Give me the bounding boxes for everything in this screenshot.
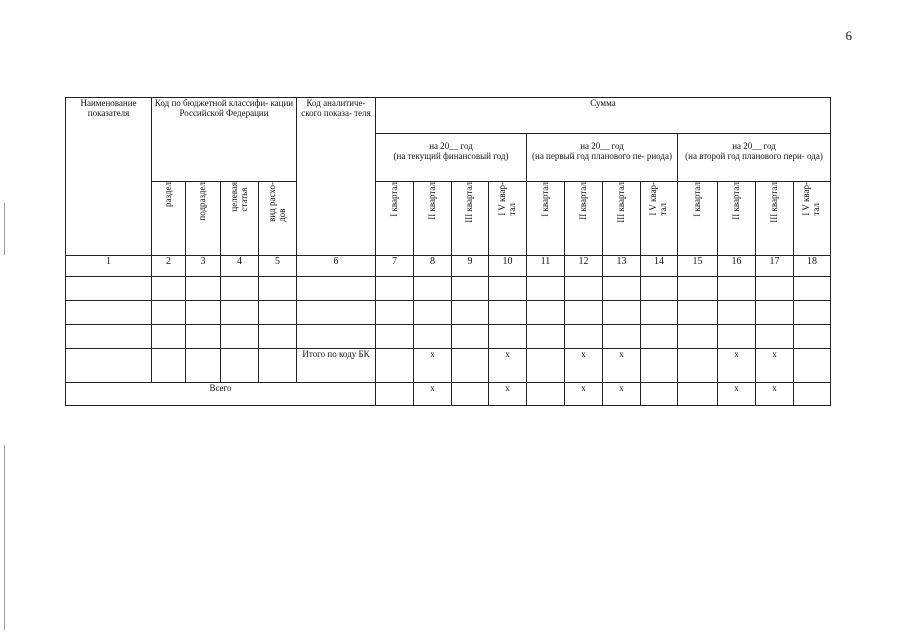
column-number: 6 <box>297 256 376 277</box>
quarter-header: II квартал <box>565 182 603 256</box>
page-number: 6 <box>845 28 852 43</box>
sum-cell: x <box>565 383 603 406</box>
column-number: 16 <box>718 256 756 277</box>
column-number: 3 <box>186 256 221 277</box>
sum-cell: x <box>718 349 756 383</box>
column-number: 15 <box>678 256 718 277</box>
sum-cell: x <box>414 349 452 383</box>
budget-form-table <box>65 97 831 406</box>
header-indicator-name: Наименование показателя <box>66 98 152 256</box>
column-number: 14 <box>641 256 678 277</box>
sum-cell <box>641 349 678 383</box>
header-budget-code: Код по бюджетной классифи- кации Российской Федерации <box>152 98 297 182</box>
header-period-second-plan <box>678 134 831 182</box>
sum-cell: x <box>603 383 641 406</box>
sum-cell <box>376 349 414 383</box>
sum-cell <box>527 383 565 406</box>
sum-cell: x <box>489 349 527 383</box>
period-year: на 20__ год <box>732 141 776 151</box>
header-period-current <box>376 134 527 182</box>
sum-cell <box>527 349 565 383</box>
scan-edge-mark <box>4 445 5 630</box>
quarter-header: I квартал <box>678 182 718 256</box>
quarter-header: III квартал <box>452 182 489 256</box>
period-year: на 20__ год <box>580 141 624 151</box>
quarter-header: II квартал <box>414 182 452 256</box>
column-number: 18 <box>794 256 831 277</box>
scan-edge-mark <box>4 203 5 255</box>
header-sum: Сумма <box>376 98 831 134</box>
column-number: 13 <box>603 256 641 277</box>
column-number: 2 <box>152 256 186 277</box>
sum-cell <box>678 383 718 406</box>
period-description: (на текущий финансовый год) <box>393 151 509 162</box>
sum-cell: x <box>489 383 527 406</box>
sum-cell <box>794 349 831 383</box>
grand-total-row <box>66 383 831 406</box>
sum-cell: x <box>565 349 603 383</box>
column-number: 8 <box>414 256 452 277</box>
sum-cell: x <box>718 383 756 406</box>
quarter-header: I квартал <box>376 182 414 256</box>
sum-cell: x <box>414 383 452 406</box>
column-number: 5 <box>259 256 297 277</box>
quarter-header: III квартал <box>603 182 641 256</box>
column-number-row <box>66 256 831 277</box>
column-number: 9 <box>452 256 489 277</box>
quarter-header: I квартал <box>527 182 565 256</box>
sum-cell <box>794 383 831 406</box>
empty-data-row <box>66 325 831 349</box>
column-number: 11 <box>527 256 565 277</box>
quarter-header: I V квар- тал <box>641 182 678 256</box>
total-by-code-label: Итого по коду БК <box>297 349 376 383</box>
subheader-expense-type: вид расхо- дов <box>259 182 297 256</box>
header-period-first-plan <box>527 134 678 182</box>
empty-data-row <box>66 301 831 325</box>
column-number: 17 <box>756 256 794 277</box>
subheader-target-item: целевая статья <box>221 182 259 256</box>
quarter-header: I V квар- тал <box>489 182 527 256</box>
total-by-code-row <box>66 349 831 383</box>
sum-cell <box>678 349 718 383</box>
sum-cell <box>376 383 414 406</box>
quarter-header: I V квар- тал <box>794 182 831 256</box>
sum-cell <box>641 383 678 406</box>
quarter-header: II квартал <box>718 182 756 256</box>
period-year: на 20__ год <box>429 141 473 151</box>
subheader-section: раздел <box>152 182 186 256</box>
period-description: (на второй год планового пери- ода) <box>685 151 823 162</box>
sum-cell <box>452 383 489 406</box>
subheader-subsection: подраздел <box>186 182 221 256</box>
column-number: 12 <box>565 256 603 277</box>
column-number: 10 <box>489 256 527 277</box>
sum-cell: x <box>756 349 794 383</box>
header-analytic-code: Код аналитиче- ского показа- теля <box>297 98 376 256</box>
sum-cell: x <box>603 349 641 383</box>
grand-total-label: Всего <box>66 383 376 406</box>
column-number: 7 <box>376 256 414 277</box>
quarter-header: III квартал <box>756 182 794 256</box>
sum-cell: x <box>756 383 794 406</box>
empty-data-row <box>66 277 831 301</box>
period-description: (на первый год планового пе- риода) <box>532 151 672 162</box>
sum-cell <box>452 349 489 383</box>
column-number: 1 <box>66 256 152 277</box>
column-number: 4 <box>221 256 259 277</box>
